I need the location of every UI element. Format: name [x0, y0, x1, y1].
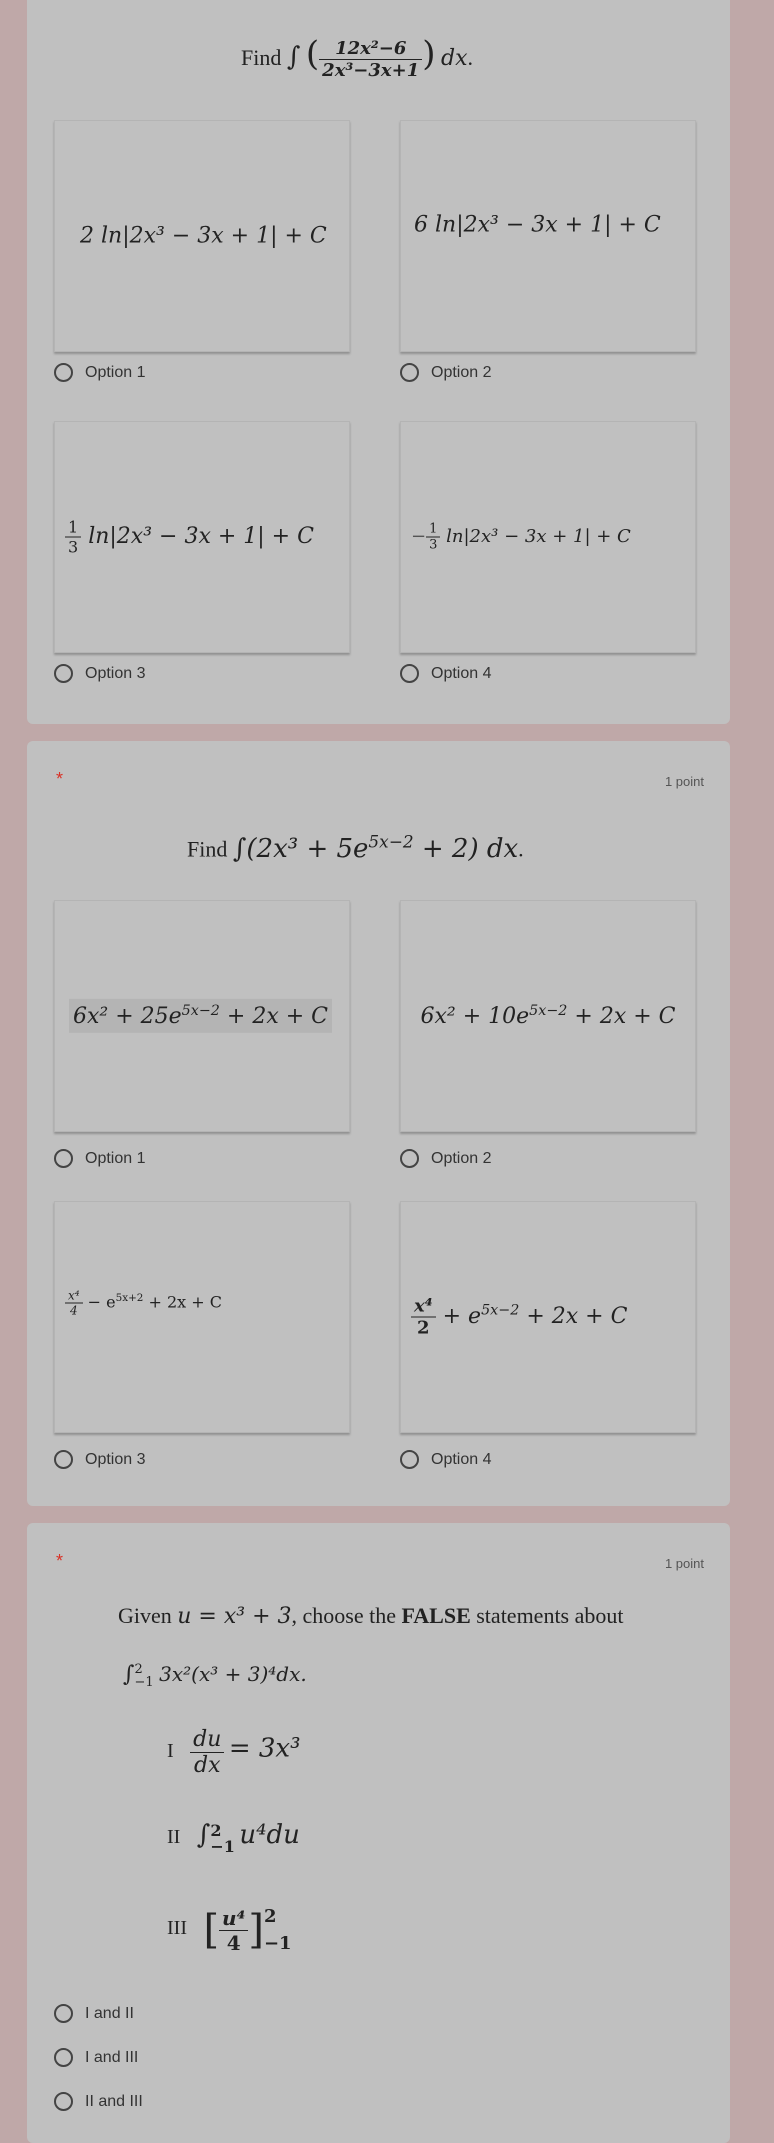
option-3-radio[interactable]	[54, 664, 73, 683]
roman-i: I	[167, 1739, 174, 1762]
option-4-tail: + 2x + C	[519, 1304, 628, 1329]
option-1-radio[interactable]	[54, 363, 73, 382]
statement-ii-body: u⁴du	[239, 1820, 300, 1850]
option-2-image[interactable]	[400, 900, 696, 1132]
option-4-frac-num: x⁴	[411, 1296, 436, 1318]
option-2-choice[interactable]	[400, 1149, 491, 1168]
points-label: 1 point	[664, 1556, 704, 1571]
choice-ii-and-iii-radio[interactable]	[54, 2092, 73, 2111]
question-1-text: Find ∫ ( $\frac{\text{12x²−6}}{\text{2x³−3x+1}}$ ) dx.	[241, 34, 474, 82]
integral-tail: + 2) dx	[413, 833, 519, 864]
roman-iii: III	[167, 1917, 187, 1940]
du: du	[190, 1727, 224, 1753]
period: .	[518, 836, 524, 862]
option-4-choice[interactable]	[400, 664, 491, 683]
option-3-expression: − e	[82, 1292, 116, 1312]
statement-i	[167, 1727, 301, 1778]
option-4-coef-den: 3	[429, 537, 438, 553]
option-4-radio[interactable]	[400, 664, 419, 683]
integrand-denominator: 2x³−3x+1	[322, 60, 420, 82]
option-1-expression: 6x² + 25e	[73, 1004, 182, 1030]
option-4-image[interactable]	[400, 421, 696, 653]
option-4-frac-den: 2	[417, 1317, 430, 1339]
integral-sign: ∫	[196, 1820, 211, 1850]
option-1-label: Option 1	[85, 363, 146, 381]
option-3-image[interactable]	[54, 421, 350, 653]
bracket-den: 4	[226, 1930, 241, 1955]
lower-limit: −1	[263, 1933, 292, 1954]
choice-ii-and-iii[interactable]	[54, 2092, 143, 2111]
option-3-frac-den: 4	[69, 1303, 78, 1318]
integral-sign: ∫	[286, 42, 301, 72]
integrand-numerator: 12x²−6	[319, 38, 422, 60]
integral-expression: ∫(2x³ + 5e	[232, 833, 369, 864]
choice-i-and-iii[interactable]	[54, 2048, 138, 2067]
option-1-tail: + 2x + C	[219, 1004, 328, 1030]
option-2-tail: + 2x + C	[567, 1004, 676, 1030]
question-2-text	[187, 831, 524, 864]
option-2-exponent: 5x−2	[529, 1002, 568, 1019]
option-1-label: Option 1	[85, 1149, 146, 1167]
option-3-label: Option 3	[85, 1450, 146, 1468]
option-3-frac-num: x⁴	[65, 1289, 83, 1304]
find-word: Find	[187, 836, 228, 862]
false-keyword: FALSE	[401, 1603, 471, 1628]
statement-ii	[167, 1820, 300, 1855]
lower-limit: −1	[134, 1674, 154, 1690]
option-4-radio[interactable]	[400, 1450, 419, 1469]
option-2-radio[interactable]	[400, 363, 419, 382]
option-3-image[interactable]	[54, 1201, 350, 1433]
option-2-radio[interactable]	[400, 1149, 419, 1168]
option-2-choice[interactable]	[400, 363, 491, 382]
option-4-expression: + e	[435, 1304, 482, 1329]
question-3-text	[118, 1603, 624, 1629]
option-2-image[interactable]	[400, 120, 696, 352]
given-prefix: Given	[118, 1603, 178, 1628]
option-2-label: Option 2	[431, 363, 492, 381]
option-1-expression: 2 ln|2x³ − 3x + 1| + C	[80, 223, 327, 249]
option-2-expression: 6 ln|2x³ − 3x + 1| + C	[414, 212, 661, 237]
option-4-expression: ln|2x³ − 3x + 1| + C	[446, 526, 631, 547]
option-1-choice[interactable]	[54, 1149, 145, 1168]
option-3-radio[interactable]	[54, 1450, 73, 1469]
find-word: Find	[241, 45, 282, 70]
given-math: u = x³ + 3	[177, 1604, 292, 1629]
option-3-choice[interactable]	[54, 664, 145, 683]
option-3-coef-num: 1	[65, 518, 81, 538]
option-3-tail: + 2x + C	[143, 1292, 223, 1312]
required-asterisk: *	[56, 769, 64, 789]
option-4-exponent: 5x−2	[481, 1302, 520, 1319]
roman-ii: II	[167, 1826, 181, 1848]
lower-limit: −1	[210, 1836, 235, 1856]
upper-limit: 2	[210, 1820, 222, 1840]
question-card-2	[27, 741, 730, 1506]
option-1-image[interactable]	[54, 900, 350, 1132]
option-3-exponent: 5x+2	[115, 1292, 144, 1305]
upper-limit: 2	[263, 1906, 277, 1927]
given-suffix: statements about	[470, 1603, 624, 1628]
option-3-label: Option 3	[85, 664, 146, 682]
option-1-image[interactable]	[54, 120, 350, 352]
option-3-coef-den: 3	[68, 537, 79, 557]
choice-i-and-ii-label: I and II	[85, 2004, 134, 2022]
option-4-label: Option 4	[431, 664, 492, 682]
points-label: 1 point	[664, 774, 704, 789]
option-2-label: Option 2	[431, 1149, 492, 1167]
choice-i-and-iii-radio[interactable]	[54, 2048, 73, 2067]
question-card-3	[27, 1523, 730, 2143]
question-3-integral	[123, 1661, 307, 1689]
option-3-choice[interactable]	[54, 1450, 145, 1469]
option-4-coef-num: 1	[426, 522, 440, 538]
upper-limit: 2	[134, 1661, 143, 1677]
dx: dx	[441, 46, 468, 71]
given-mid: , choose the	[291, 1603, 402, 1628]
choice-i-and-iii-label: I and III	[85, 2048, 139, 2066]
option-1-radio[interactable]	[54, 1149, 73, 1168]
bracket-num: u⁴	[219, 1906, 248, 1931]
integral-exponent: 5x−2	[368, 831, 414, 851]
option-1-exponent: 5x−2	[181, 1002, 220, 1019]
integrand: 3x²(x³ + 3)⁴dx.	[159, 1662, 307, 1686]
option-4-sign: −	[411, 526, 427, 547]
option-3-expression: ln|2x³ − 3x + 1| + C	[88, 524, 314, 549]
option-4-image[interactable]	[400, 1201, 696, 1433]
statement-iii: III [ $\frac{\text{u⁴}}{4}$ ] 2 −1	[167, 1903, 292, 1957]
option-2-expression: 6x² + 10e	[420, 1004, 530, 1030]
option-4-label: Option 4	[431, 1450, 492, 1468]
choice-i-and-ii-radio[interactable]	[54, 2004, 73, 2023]
option-1-choice[interactable]	[54, 363, 145, 382]
required-asterisk: *	[56, 1551, 64, 1571]
choice-i-and-ii[interactable]	[54, 2004, 134, 2023]
integral-sign: ∫	[123, 1662, 135, 1687]
dx: dx	[194, 1753, 221, 1778]
statement-i-rhs: = 3x³	[228, 1733, 301, 1764]
option-4-choice[interactable]	[400, 1450, 491, 1469]
question-card-1	[27, 0, 730, 724]
period: .	[467, 45, 474, 70]
choice-ii-and-iii-label: II and III	[85, 2092, 143, 2110]
